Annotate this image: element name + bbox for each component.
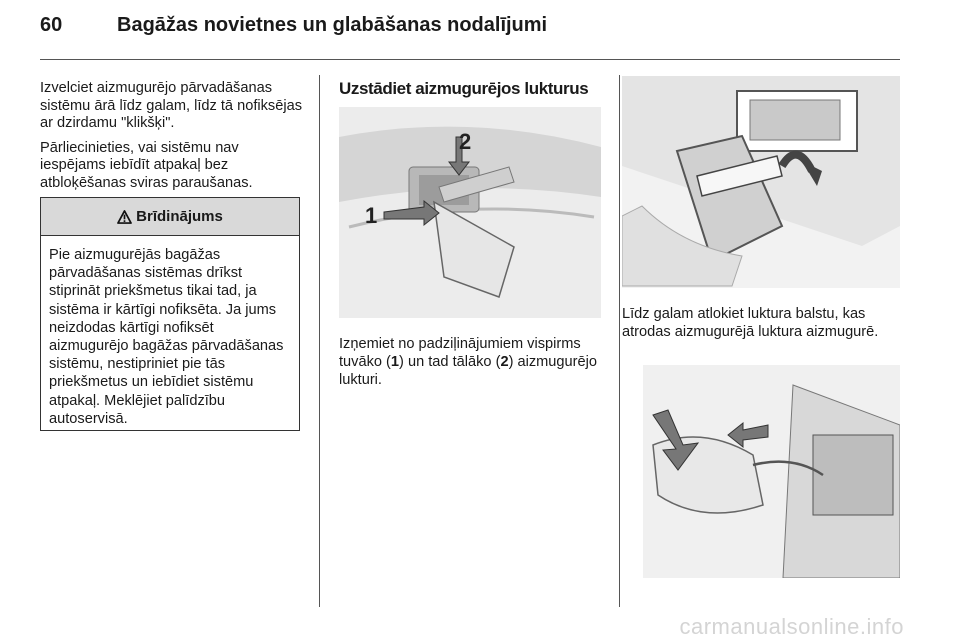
column-divider-left: [319, 75, 320, 607]
figure-label-2: 2: [459, 129, 472, 154]
caption-remove-lights: Izņemiet no padziļinājumiem vispirms tuvāko (1) un tad tālāko (2) aizmugurējo lukturi.: [339, 336, 597, 388]
section-heading: Uzstādiet aizmugurējos lukturus: [339, 79, 589, 98]
warning-triangle-icon: [117, 210, 132, 224]
page-number: 60: [40, 14, 63, 36]
illustration-fold-stand: [622, 76, 900, 288]
figure-label-1: 1: [365, 203, 378, 228]
illustration-remove-lights: [339, 107, 601, 318]
paragraph-extend-system: Izvelciet aizmugurējo pārvadāšanas sistēmu ārā līdz galam, līdz tā nofiksējas ar dzirdamu "klikšķi".: [40, 80, 302, 131]
warning-title: Brīdinājums: [136, 208, 223, 225]
column-divider-right: [619, 75, 620, 607]
header-rule: [40, 59, 900, 60]
warning-header: [41, 198, 299, 236]
caption-fold-stand: Līdz galam atlokiet luktura balstu, kas atrodas aizmugurējā luktura aizmugurē.: [622, 306, 879, 340]
paragraph-check-lock: Pārliecinieties, vai sistēmu nav iespējams iebīdīt atpakaļ bez atbloķēšanas sviras paraušanas.: [40, 139, 253, 191]
page-title: Bagāžas novietnes un glabāšanas nodalījumi: [117, 14, 548, 36]
warning-text: Pie aizmugurējās bagāžas pārvadāšanas sistēmas drīkst stiprināt priekšmetus tikai tad, ja sistēma ir kārtīgi nofiksēta. Ja jums neizdodas kārtīgi nofiksēt aizmugurējo bagāžas pārvadāšanas sistēmu, nestipriniet pie tās priekšmetus un iebīdiet sistēmu atpakaļ. Meklējiet palīdzību autoservisā.: [49, 247, 284, 427]
watermark: carmanualsonline.info: [679, 614, 904, 639]
warning-box: [40, 197, 300, 431]
illustration-light-detail: [643, 365, 900, 578]
left-column: [40, 80, 302, 199]
middle-column: [339, 79, 603, 99]
